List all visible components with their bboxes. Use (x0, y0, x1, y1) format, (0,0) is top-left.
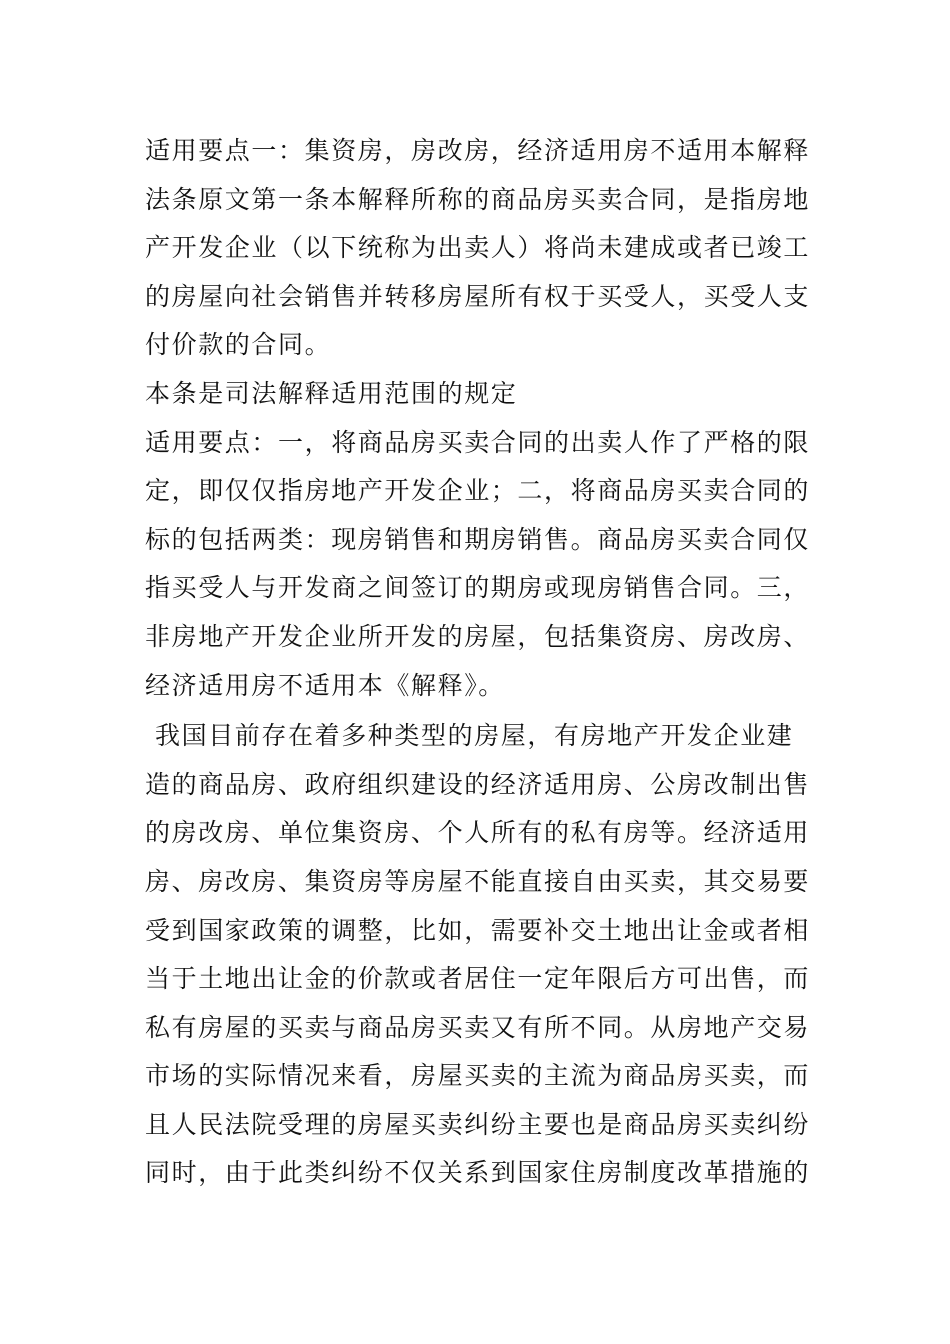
text-line: 指买受人与开发商之间签订的期房或现房销售合同。三， (145, 573, 811, 603)
text-line: 的房改房、单位集资房、个人所有的私有房等。经济适用 (145, 818, 811, 848)
text-line: 造的商品房、政府组织建设的经济适用房、公房改制出售 (145, 769, 811, 799)
document-body (145, 127, 810, 1198)
text-line: 且人民法院受理的房屋买卖纠纷主要也是商品房买卖纠纷 (145, 1109, 811, 1139)
text-line: 付价款的合同。 (145, 330, 332, 360)
text-line: 当于土地出让金的价款或者居住一定年限后方可出售，而 (145, 964, 811, 994)
text-line: 房、房改房、集资房等房屋不能直接自由买卖，其交易要 (145, 866, 811, 896)
text-line: 本条是司法解释适用范围的规定 (145, 378, 518, 408)
text-line: 标的包括两类：现房销售和期房销售。商品房买卖合同仅 (145, 524, 811, 554)
text-line: 非房地产开发企业所开发的房屋，包括集资房、房改房、 (145, 621, 811, 651)
text-line: 适用要点一：集资房，房改房，经济适用房不适用本解释 (145, 136, 811, 165)
text-line: 法条原文第一条本解释所称的商品房买卖合同，是指房地 (145, 184, 811, 214)
text-line: 的房屋向社会销售并转移房屋所有权于买受人，买受人支 (145, 281, 811, 311)
text-line: 产开发企业（以下统称为出卖人）将尚未建成或者已竣工 (145, 233, 811, 263)
text-line: 同时，由于此类纠纷不仅关系到国家住房制度改革措施的 (145, 1158, 811, 1188)
paragraph-first-line: 我国目前存在着多种类型的房屋，有房地产开发企业建 (155, 721, 794, 751)
text-line: 私有房屋的买卖与商品房买卖又有所不同。从房地产交易 (145, 1012, 811, 1042)
text-line: 定，即仅仅指房地产开发企业；二，将商品房买卖合同的 (145, 476, 811, 506)
text-line: 适用要点：一，将商品房买卖合同的出卖人作了严格的限 (145, 427, 811, 457)
text-line: 市场的实际情况来看，房屋买卖的主流为商品房买卖，而 (145, 1061, 811, 1091)
text-line: 受到国家政策的调整，比如，需要补交土地出让金或者相 (145, 915, 811, 945)
text-line: 经济适用房不适用本《解释》。 (145, 670, 505, 700)
